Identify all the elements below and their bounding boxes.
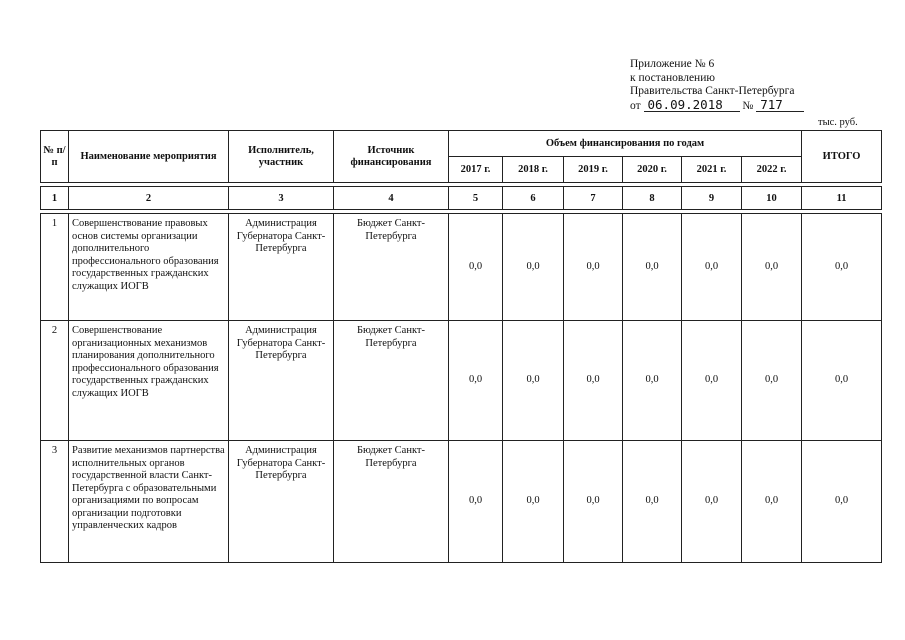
row-number: 3 bbox=[41, 441, 69, 563]
header-year: 2017 г. bbox=[449, 157, 503, 183]
executor: Администрация Губернатора Санкт-Петербурга bbox=[229, 321, 334, 441]
appendix-header bbox=[630, 58, 804, 113]
column-number: 1 bbox=[41, 187, 69, 210]
resolution-number: 717 bbox=[756, 99, 804, 112]
appendix-date-line bbox=[630, 96, 804, 114]
funding-source: Бюджет Санкт-Петербурга bbox=[334, 321, 449, 441]
funding-table bbox=[40, 130, 882, 563]
row-number: 1 bbox=[41, 214, 69, 321]
column-number: 11 bbox=[802, 187, 882, 210]
year-value: 0,0 bbox=[742, 321, 802, 441]
column-number: 3 bbox=[229, 187, 334, 210]
header-total: ИТОГО bbox=[802, 131, 882, 183]
column-number: 5 bbox=[449, 187, 503, 210]
executor: Администрация Губернатора Санкт-Петербурга bbox=[229, 441, 334, 563]
table-row bbox=[41, 441, 882, 563]
header-year: 2022 г. bbox=[742, 157, 802, 183]
activity-name: Развитие механизмов партнерства исполнительных органов государственной власти Санкт-Петербурга с образовательными организациями по вопросам организации подготовки управленческих кадров bbox=[69, 441, 229, 563]
year-value: 0,0 bbox=[564, 321, 623, 441]
column-number: 7 bbox=[564, 187, 623, 210]
year-value: 0,0 bbox=[623, 441, 682, 563]
table-row bbox=[41, 214, 882, 321]
year-value: 0,0 bbox=[449, 441, 503, 563]
column-number: 10 bbox=[742, 187, 802, 210]
header-year: 2021 г. bbox=[682, 157, 742, 183]
year-value: 0,0 bbox=[503, 441, 564, 563]
activity-name: Совершенствование правовых основ системы организации дополнительного профессионального образования государственных гражданских служащих ИОГВ bbox=[69, 214, 229, 321]
activity-name: Совершенствование организационных механизмов планирования дополнительного профессионального образования государственных гражданских служащих ИОГВ bbox=[69, 321, 229, 441]
year-value: 0,0 bbox=[623, 321, 682, 441]
column-number: 8 bbox=[623, 187, 682, 210]
row-total: 0,0 bbox=[802, 441, 882, 563]
resolution-date: 06.09.2018 bbox=[644, 99, 740, 112]
header-year: 2019 г. bbox=[564, 157, 623, 183]
funding-source: Бюджет Санкт-Петербурга bbox=[334, 441, 449, 563]
executor: Администрация Губернатора Санкт-Петербурга bbox=[229, 214, 334, 321]
funding-source: Бюджет Санкт-Петербурга bbox=[334, 214, 449, 321]
row-number: 2 bbox=[41, 321, 69, 441]
year-value: 0,0 bbox=[682, 441, 742, 563]
year-value: 0,0 bbox=[742, 441, 802, 563]
header-year: 2020 г. bbox=[623, 157, 682, 183]
header-year: 2018 г. bbox=[503, 157, 564, 183]
year-value: 0,0 bbox=[449, 214, 503, 321]
row-total: 0,0 bbox=[802, 321, 882, 441]
year-value: 0,0 bbox=[623, 214, 682, 321]
year-value: 0,0 bbox=[742, 214, 802, 321]
year-value: 0,0 bbox=[564, 214, 623, 321]
year-value: 0,0 bbox=[503, 214, 564, 321]
year-value: 0,0 bbox=[682, 321, 742, 441]
column-number: 6 bbox=[503, 187, 564, 210]
units-label: тыс. руб. bbox=[818, 117, 858, 128]
row-total: 0,0 bbox=[802, 214, 882, 321]
appendix-title: Приложение № 6 bbox=[630, 58, 715, 70]
appendix-resolution: к постановлению bbox=[630, 71, 715, 84]
number-sign: № bbox=[742, 99, 754, 112]
header-funding: Объем финансирования по годам bbox=[449, 131, 802, 157]
header-name: Наименование мероприятия bbox=[69, 131, 229, 183]
column-number: 9 bbox=[682, 187, 742, 210]
header-source: Источник финансирования bbox=[334, 131, 449, 183]
header-no: № п/п bbox=[41, 131, 69, 183]
column-number-row bbox=[41, 187, 882, 210]
appendix-government: Правительства Санкт-Петербурга bbox=[630, 85, 795, 97]
header-executor: Исполнитель, участник bbox=[229, 131, 334, 183]
column-number: 4 bbox=[334, 187, 449, 210]
year-value: 0,0 bbox=[564, 441, 623, 563]
table-row bbox=[41, 321, 882, 441]
column-number: 2 bbox=[69, 187, 229, 210]
year-value: 0,0 bbox=[449, 321, 503, 441]
year-value: 0,0 bbox=[682, 214, 742, 321]
year-value: 0,0 bbox=[503, 321, 564, 441]
date-prefix: от bbox=[630, 99, 641, 112]
